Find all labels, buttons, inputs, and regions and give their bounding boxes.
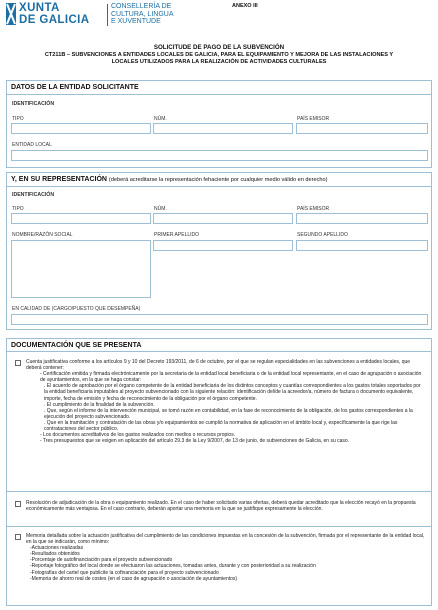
logo-main-text (19, 2, 89, 26)
doc-item-cuenta-justificativa (7, 357, 431, 492)
resolucion-adjudicacion-text (26, 500, 425, 512)
rep-segundo-apellido-field[interactable] (296, 240, 428, 251)
item3-intro: Memoria detallada sobre la actuación justificativa del cumplimiento de las condiciones impuestas en la concesión de la subvención, firmada por el representante de la entidad local, en la que se indicarán, como mínimo: (26, 533, 425, 546)
logo-sub-line1: CONSELLERÍA DE (111, 3, 172, 10)
item1-p6: - Los documentos acreditativos de los gastos realizados con medios o recursos propios. (40, 432, 236, 439)
documentation-section-heading (7, 339, 431, 352)
item3-l4: -Reportaje fotográfico del local donde se efectuaron las actuaciones, tomadas antes, durante y con posterioridad a su realización (30, 563, 316, 570)
rep-primer-apellido-label: PRIMER APELLIDO (154, 232, 200, 238)
rep-calidad-field[interactable] (11, 314, 428, 325)
entity-pais-field[interactable] (296, 123, 428, 134)
xunta-emblem-icon (6, 3, 16, 25)
entity-heading-text: DATOS DE LA ENTIDAD SOLICITANTE (11, 84, 139, 91)
documentation-heading-text: DOCUMENTACIÓN QUE SE PRESENTA (11, 342, 142, 349)
rep-segundo-apellido-label: SEGUNDO APELLIDO (297, 232, 348, 238)
rep-pais-label: PAÍS EMISOR (297, 206, 330, 212)
annex-label: ANEXO III (232, 3, 258, 9)
rep-tipo-field[interactable] (11, 213, 151, 224)
xunta-logo (6, 2, 196, 28)
item1-p5: . Que en la tramitación y contratación de las obras y/o equipamientos se cumplió la normativa de aplicación en el ámbito local y, específicamente la que rige las contrataciones del sector público. (44, 419, 398, 433)
rep-nombre-label: NOMBRE/RAZÓN SOCIAL (12, 232, 73, 238)
item3-l1: -Actuaciones realizadas (30, 545, 84, 552)
item3-l2: -Resultados obtenidos (30, 551, 80, 558)
item1-p4: . Que, según el informe de la intervención municipal, se tomó razón en contabilidad, en la fase de reconocimiento de la obligación, de los gastos correspondientes a la ejecución del proyecto subvencionado. (44, 407, 413, 420)
logo-sub-line3: E XUVENTUDE (111, 18, 161, 26)
item2-text: Resolución de adjudicación de la obra o equipamiento realizado. En el caso de haber solicitado varias ofertas, deberá quedar acreditado que la elección recayó en la propuesta económicamente más ventajosa. En el caso contrario, deberán aportar una memoria en la que se justifique expresamente la elección. (26, 500, 416, 513)
logo-sub-text (111, 3, 174, 26)
entity-local-label: ENTIDAD LOCAL (12, 142, 52, 148)
item1-p7: - Tres presupuestos que se exigen en aplicación del artículo 29.3 de la Ley 9/2007, de 13 de junio, de subvenciones de Galicia, en su caso. (40, 438, 350, 445)
item1-p1: - Certificación emitida y firmada electrónicamente por la secretaria de la entidad local beneficiaria o de la entidad local representante, en el caso de agrupación o asociación de ayuntamientos, en la que se haga constar: (40, 371, 422, 384)
logo-divider (107, 4, 108, 26)
cuenta-justificativa-text (26, 359, 425, 444)
rep-tipo-label: TIPO (12, 206, 24, 212)
logo-sub-line2: CULTURA, LINGUA (111, 10, 174, 18)
document-title: SOLICITUDE DE PAGO DE LA SUBVENCIÓN (153, 44, 285, 51)
doc-item-memoria-detallada (7, 531, 431, 606)
entity-pais-label: PAÍS EMISOR (297, 116, 330, 122)
memoria-detallada-text (26, 533, 425, 582)
rep-calidad-label: EN CALIDAD DE (CARGO/PUESTO QUE DESEMPEÑA) (12, 306, 141, 312)
doc-item-resolucion-adjudicacion (7, 496, 431, 527)
rep-pais-field[interactable] (296, 213, 428, 224)
entity-tipo-field[interactable] (11, 123, 151, 134)
entity-local-field[interactable] (11, 150, 428, 161)
cuenta-justificativa-checkbox[interactable] (15, 360, 21, 366)
entity-tipo-label: TIPO (12, 116, 24, 122)
memoria-detallada-checkbox[interactable] (15, 534, 21, 540)
item3-l5: -Fotografías del cartel que publicite la cofinanciación para el proyecto subvencionado (30, 569, 219, 576)
rep-primer-apellido-field[interactable] (153, 240, 293, 251)
representative-section (6, 172, 432, 330)
item3-l3: -Porcentaje de autofinanciación para el proyecto subvencionado (30, 557, 173, 564)
entity-num-label: NÚM. (154, 116, 167, 122)
rep-num-label: NÚM. (154, 206, 167, 212)
representative-heading-text: Y, EN SU REPRESENTACIÓN (11, 176, 107, 183)
logo-main-line1: XUNTA (19, 2, 60, 14)
entity-num-field[interactable] (153, 123, 293, 134)
entity-section (6, 80, 432, 168)
rep-identification-label: IDENTIFICACIÓN (12, 192, 55, 198)
rep-nombre-field[interactable] (11, 240, 151, 298)
rep-num-field[interactable] (153, 213, 293, 224)
item1-intro: Cuenta justificativa conforme a los artículos 9 y 10 del Decreto 193/2011, de 6 de octubre, por el que se regulan especialidades en las subvenciones a entidades locales, que deberá contener: (26, 359, 411, 372)
representative-section-heading (7, 173, 431, 187)
item1-p2: . El acuerdo de aprobación por el órgano competente de la entidad beneficiaria de los distintos conceptos y cuantías correspondientes a los gastos totales soportados por la entidad beneficiaria imputables al proyecto subvencionado con la siguiente relación: identificación del/de la acreedor/a, número de factura o documento equivalente, importe, fecha de emisión y fecha de reconocimiento de la obligación por el órgano competente. (44, 383, 421, 402)
resolucion-adjudicacion-checkbox[interactable] (15, 501, 21, 507)
document-subtitle: CT211B – SUBVENCIONES A ENTIDADES LOCALES DE GALICIA, PARA EL EQUIPAMIENTO Y MEJORA DE LAS INSTALACIONES Y LOCALES UTILIZADOS PARA LA REALIZACIÓN DE ACTIVIDADES CULTURALES (44, 52, 394, 66)
entity-identification-label: IDENTIFICACIÓN (12, 101, 55, 107)
item3-l6: -Memoria de ahorro real de costes (en el caso de agrupación o asociación de ayuntamientos) (30, 575, 238, 582)
logo-main-line2: DE GALICIA (19, 14, 90, 26)
representative-heading-note: (deberá acreditarse la representación fehaciente por cualquier medio válido en derecho) (108, 177, 328, 183)
entity-section-heading (7, 81, 431, 95)
item1-p3: . El cumplimiento de la finalidad de la subvención. (44, 401, 155, 408)
documentation-section (6, 338, 432, 606)
